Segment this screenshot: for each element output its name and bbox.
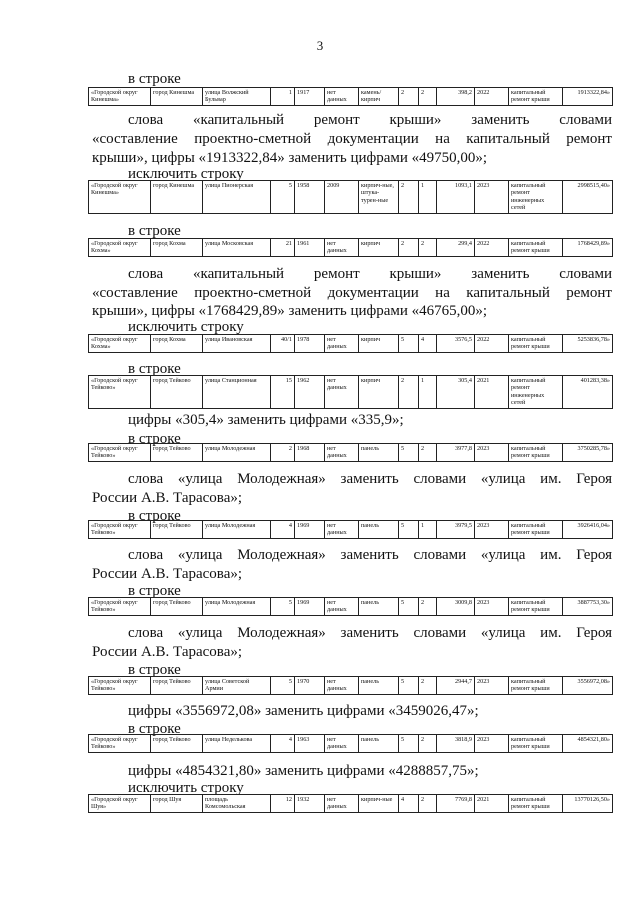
table-cell-work-type: капитальный ремонт крыши	[509, 735, 563, 753]
table-cell-year-reconstruction: нет данных	[325, 376, 359, 409]
table-cell-work-type: капитальный ремонт крыши	[509, 239, 563, 257]
table-cell-plan-year: 2023	[475, 598, 509, 616]
table-row	[88, 180, 613, 214]
table-cell-entrances: 2	[419, 598, 437, 616]
table-cell-year-reconstruction: нет данных	[325, 598, 359, 616]
table-cell-plan-year: 2023	[475, 444, 509, 462]
table-cell-wall-material: кирпич	[359, 335, 399, 353]
table-cell-cost: 401283,38»	[563, 376, 613, 409]
table-cell-settlement: город Тейково	[151, 376, 203, 409]
table-cell-plan-year: 2022	[475, 88, 509, 106]
table-cell-work-type: капитальный ремонт инженерных сетей	[509, 181, 563, 214]
instruction-text: исключить строку	[128, 319, 244, 335]
instruction-text: в строке	[128, 71, 181, 87]
table-cell-work-type: капитальный ремонт крыши	[509, 795, 563, 813]
table-cell-area: 3977,8	[437, 444, 475, 462]
instruction-text: цифры «4854321,80» заменить цифрами «4288857,75»;	[128, 763, 479, 779]
table-row	[88, 734, 613, 753]
table-cell-district: «Городской округ Тейково»	[89, 735, 151, 753]
table-cell-street: улица Советской Армии	[203, 677, 271, 695]
table-cell-wall-material: кирпич	[359, 376, 399, 409]
instruction-text: России А.В. Тарасова»;	[92, 490, 243, 506]
table-cell-work-type: капитальный ремонт инженерных сетей	[509, 376, 563, 409]
table-row	[88, 238, 613, 257]
table-cell-year-reconstruction: нет данных	[325, 88, 359, 106]
instruction-text: «составление проектно-сметной документации на капитальный ремонт	[92, 131, 612, 147]
table-cell-street: улица Неделькова	[203, 735, 271, 753]
table-row	[88, 520, 613, 539]
table-cell-area: 398,2	[437, 88, 475, 106]
table-row	[88, 375, 613, 409]
table-cell-district: «Городской округ Кинешма»	[89, 88, 151, 106]
table-cell-work-type: капитальный ремонт крыши	[509, 444, 563, 462]
table-cell-district: «Городской округ Шуя»	[89, 795, 151, 813]
table-cell-house: 15	[271, 376, 295, 409]
table-cell-district: «Городской округ Тейково»	[89, 598, 151, 616]
table-row-cells	[89, 88, 613, 106]
table-cell-entrances: 2	[419, 88, 437, 106]
table-cell-cost: 1913322,84»	[563, 88, 613, 106]
table-cell-work-type: капитальный ремонт крыши	[509, 88, 563, 106]
table-row-cells	[89, 239, 613, 257]
table-row-cells	[89, 677, 613, 695]
table-row	[88, 676, 613, 695]
instruction-text: в строке	[128, 223, 181, 239]
instruction-text: слова «капитальный ремонт крыши» заменить словами	[128, 266, 612, 282]
table-row-cells	[89, 376, 613, 409]
instruction-text: исключить строку	[128, 780, 244, 796]
table-cell-house: 4	[271, 735, 295, 753]
table-cell-year-built: 1969	[295, 598, 325, 616]
table-cell-area: 305,4	[437, 376, 475, 409]
table-cell-floors: 5	[399, 677, 419, 695]
table-cell-entrances: 2	[419, 795, 437, 813]
table-cell-year-built: 1917	[295, 88, 325, 106]
table-cell-work-type: капитальный ремонт крыши	[509, 598, 563, 616]
table-cell-settlement: город Тейково	[151, 598, 203, 616]
table-cell-wall-material: панель	[359, 677, 399, 695]
instruction-text: слова «улица Молодежная» заменить словами «улица им. Героя	[128, 471, 612, 487]
table-cell-plan-year: 2022	[475, 335, 509, 353]
table-cell-year-reconstruction: нет данных	[325, 444, 359, 462]
table-row	[88, 334, 613, 353]
table-cell-settlement: город Тейково	[151, 735, 203, 753]
table-cell-plan-year: 2023	[475, 521, 509, 539]
table-cell-entrances: 1	[419, 376, 437, 409]
table-cell-plan-year: 2022	[475, 239, 509, 257]
table-cell-house: 5	[271, 677, 295, 695]
instruction-text: крыши», цифры «1913322,84» заменить цифрами «49750,00»;	[92, 150, 488, 166]
instruction-text: России А.В. Тарасова»;	[92, 566, 243, 582]
table-cell-floors: 2	[399, 376, 419, 409]
table-cell-floors: 2	[399, 239, 419, 257]
table-cell-entrances: 2	[419, 735, 437, 753]
table-cell-area: 299,4	[437, 239, 475, 257]
table-cell-wall-material: камень/ кирпич	[359, 88, 399, 106]
table-cell-house: 21	[271, 239, 295, 257]
table-cell-entrances: 1	[419, 181, 437, 214]
table-cell-wall-material: панель	[359, 735, 399, 753]
instruction-text: крыши», цифры «1768429,89» заменить цифрами «46765,00»;	[92, 303, 488, 319]
table-cell-area: 7769,8	[437, 795, 475, 813]
table-cell-cost: 3556972,08»	[563, 677, 613, 695]
table-cell-plan-year: 2021	[475, 795, 509, 813]
table-cell-year-built: 1968	[295, 444, 325, 462]
table-cell-cost: 1768429,89»	[563, 239, 613, 257]
instruction-text: слова «улица Молодежная» заменить словами «улица им. Героя	[128, 625, 612, 641]
instruction-text: в строке	[128, 721, 181, 737]
table-cell-district: «Городской округ Тейково»	[89, 521, 151, 539]
table-row-cells	[89, 521, 613, 539]
table-row-cells	[89, 795, 613, 813]
instruction-text: в строке	[128, 583, 181, 599]
table-cell-work-type: капитальный ремонт крыши	[509, 335, 563, 353]
table-cell-year-built: 1978	[295, 335, 325, 353]
table-cell-area: 3979,5	[437, 521, 475, 539]
table-cell-floors: 5	[399, 598, 419, 616]
table-cell-settlement: город Кохма	[151, 335, 203, 353]
table-cell-year-built: 1962	[295, 376, 325, 409]
table-cell-floors: 2	[399, 88, 419, 106]
instruction-text: в строке	[128, 361, 181, 377]
table-cell-street: площадь Комсомольская	[203, 795, 271, 813]
table-cell-cost: 3887753,30»	[563, 598, 613, 616]
table-cell-wall-material: панель	[359, 598, 399, 616]
table-cell-house: 40/1	[271, 335, 295, 353]
table-cell-house: 12	[271, 795, 295, 813]
table-cell-settlement: город Кинешма	[151, 181, 203, 214]
table-cell-settlement: город Тейково	[151, 521, 203, 539]
table-cell-year-built: 1970	[295, 677, 325, 695]
table-cell-year-built: 1961	[295, 239, 325, 257]
table-cell-street: улица Пионерская	[203, 181, 271, 214]
table-cell-floors: 5	[399, 335, 419, 353]
table-cell-district: «Городской округ Тейково»	[89, 677, 151, 695]
table-cell-house: 1	[271, 88, 295, 106]
table-cell-cost: 3750285,78»	[563, 444, 613, 462]
table-cell-cost: 5253836,78»	[563, 335, 613, 353]
instruction-text: «составление проектно-сметной документации на капитальный ремонт	[92, 285, 612, 301]
table-cell-settlement: город Шуя	[151, 795, 203, 813]
table-cell-area: 3009,8	[437, 598, 475, 616]
table-cell-plan-year: 2023	[475, 735, 509, 753]
table-cell-entrances: 2	[419, 444, 437, 462]
table-cell-area: 3818,9	[437, 735, 475, 753]
table-cell-floors: 2	[399, 181, 419, 214]
table-cell-year-reconstruction: нет данных	[325, 677, 359, 695]
table-cell-cost: 4854321,80»	[563, 735, 613, 753]
table-cell-floors: 5	[399, 521, 419, 539]
table-cell-wall-material: кирпич	[359, 239, 399, 257]
table-cell-cost: 13770126,50»	[563, 795, 613, 813]
table-cell-cost: 3926416,04»	[563, 521, 613, 539]
table-cell-street: улица Московская	[203, 239, 271, 257]
table-cell-year-reconstruction: нет данных	[325, 239, 359, 257]
table-cell-work-type: капитальный ремонт крыши	[509, 521, 563, 539]
instruction-text: в строке	[128, 508, 181, 524]
table-cell-district: «Городской округ Кинешма»	[89, 181, 151, 214]
table-cell-plan-year: 2023	[475, 677, 509, 695]
table-cell-wall-material: кирпич-ные	[359, 795, 399, 813]
table-cell-year-reconstruction: 2009	[325, 181, 359, 214]
table-cell-entrances: 2	[419, 239, 437, 257]
instruction-text: России А.В. Тарасова»;	[92, 644, 243, 660]
table-cell-floors: 5	[399, 444, 419, 462]
table-row	[88, 443, 613, 462]
table-cell-house: 5	[271, 181, 295, 214]
table-cell-street: улица Волжский Бульвар	[203, 88, 271, 106]
table-cell-entrances: 2	[419, 677, 437, 695]
table-cell-street: улица Молодежная	[203, 598, 271, 616]
table-row-cells	[89, 598, 613, 616]
table-cell-year-reconstruction: нет данных	[325, 735, 359, 753]
table-cell-entrances: 4	[419, 335, 437, 353]
table-cell-settlement: город Кохма	[151, 239, 203, 257]
table-row-cells	[89, 444, 613, 462]
instruction-text: цифры «305,4» заменить цифрами «335,9»;	[128, 412, 404, 428]
table-cell-street: улица Станционная	[203, 376, 271, 409]
table-cell-district: «Городской округ Тейково»	[89, 376, 151, 409]
table-cell-wall-material: панель	[359, 444, 399, 462]
table-cell-district: «Городской округ Тейково»	[89, 444, 151, 462]
table-cell-floors: 4	[399, 795, 419, 813]
table-cell-plan-year: 2023	[475, 181, 509, 214]
table-cell-plan-year: 2021	[475, 376, 509, 409]
table-cell-year-built: 1969	[295, 521, 325, 539]
table-cell-year-built: 1958	[295, 181, 325, 214]
page-number: 3	[316, 38, 324, 53]
table-cell-year-reconstruction: нет данных	[325, 521, 359, 539]
table-cell-street: улица Молодежная	[203, 444, 271, 462]
instruction-text: слова «капитальный ремонт крыши» заменить словами	[128, 112, 612, 128]
instruction-text: цифры «3556972,08» заменить цифрами «3459026,47»;	[128, 703, 479, 719]
table-cell-wall-material: панель	[359, 521, 399, 539]
table-cell-year-reconstruction: нет данных	[325, 795, 359, 813]
table-row-cells	[89, 735, 613, 753]
table-cell-year-built: 1963	[295, 735, 325, 753]
table-cell-settlement: город Кинешма	[151, 88, 203, 106]
table-cell-district: «Городской округ Кохма»	[89, 335, 151, 353]
table-cell-wall-material: кирпич-ные, штука-турен-ные	[359, 181, 399, 214]
table-row-cells	[89, 181, 613, 214]
instruction-text: в строке	[128, 431, 181, 447]
instruction-text: слова «улица Молодежная» заменить словами «улица им. Героя	[128, 547, 612, 563]
table-cell-entrances: 1	[419, 521, 437, 539]
table-cell-year-built: 1932	[295, 795, 325, 813]
instruction-text: исключить строку	[128, 166, 244, 182]
table-row-cells	[89, 335, 613, 353]
table-cell-street: улица Ивановская	[203, 335, 271, 353]
table-cell-district: «Городской округ Кохма»	[89, 239, 151, 257]
table-cell-year-reconstruction: нет данных	[325, 335, 359, 353]
table-row	[88, 597, 613, 616]
table-cell-area: 1093,1	[437, 181, 475, 214]
table-cell-settlement: город Тейково	[151, 677, 203, 695]
table-cell-house: 5	[271, 598, 295, 616]
table-cell-work-type: капитальный ремонт крыши	[509, 677, 563, 695]
table-row	[88, 794, 613, 813]
table-cell-area: 2944,7	[437, 677, 475, 695]
table-cell-floors: 5	[399, 735, 419, 753]
instruction-text: в строке	[128, 662, 181, 678]
table-cell-house: 2	[271, 444, 295, 462]
table-cell-area: 3576,5	[437, 335, 475, 353]
table-cell-settlement: город Тейково	[151, 444, 203, 462]
table-cell-cost: 2998515,40»	[563, 181, 613, 214]
table-row	[88, 87, 613, 106]
table-cell-street: улица Молодежная	[203, 521, 271, 539]
table-cell-house: 4	[271, 521, 295, 539]
